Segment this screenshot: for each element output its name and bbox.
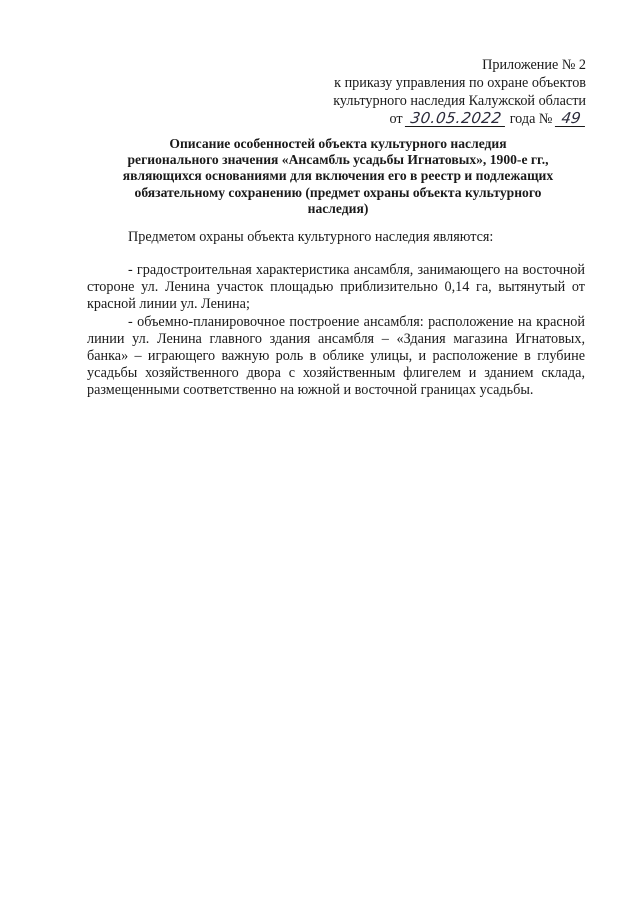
appendix-order-line: к приказу управления по охране объектов bbox=[334, 75, 586, 91]
title-line-3: являющихся основаниями для включения его в реестр и подлежащих bbox=[122, 168, 554, 184]
title-line-1: Описание особенностей объекта культурного наследия bbox=[169, 136, 507, 151]
from-label: от bbox=[389, 111, 403, 127]
handwritten-number: 49 bbox=[555, 111, 587, 127]
title-line-2: регионального значения «Ансамбль усадьбы Игнатовых», 1900-е гг., bbox=[127, 152, 549, 168]
handwritten-date: 30.05.2022 bbox=[405, 111, 507, 127]
protection-item: - объемно-планировочное построение ансамбля: расположение на красной линии ул. Ленина главного здания ансамбля – «Здания магазина Игнатовых, банка» – играющего важную роль в облике улицы, и расположение в глубине усадьбы хозяйственного двора с хозяйственным флигелем и зданием склада, размещенными соответственно на южной и восточной границах усадьбы. bbox=[87, 313, 585, 399]
year-number-label: года № bbox=[509, 111, 553, 127]
intro-paragraph: Предметом охраны объекта культурного наследия являются: bbox=[128, 229, 494, 245]
title-line-5: наследия) bbox=[307, 200, 369, 216]
protection-items bbox=[87, 262, 585, 400]
title-line-4: обязательному сохранению (предмет охраны объекта культурного bbox=[134, 184, 542, 200]
protection-item: - градостроительная характеристика ансамбля, занимающего на восточной стороне ул. Ленина участок площадью приблизительно 0,14 га, вытянутый от красной линии ул. Ленина; bbox=[87, 262, 585, 313]
appendix-authority-line: культурного наследия Калужской области bbox=[333, 93, 586, 109]
appendix-header bbox=[286, 56, 586, 128]
appendix-title: Приложение № 2 bbox=[482, 57, 586, 73]
document-title bbox=[108, 136, 568, 217]
appendix-date-line bbox=[286, 110, 586, 128]
